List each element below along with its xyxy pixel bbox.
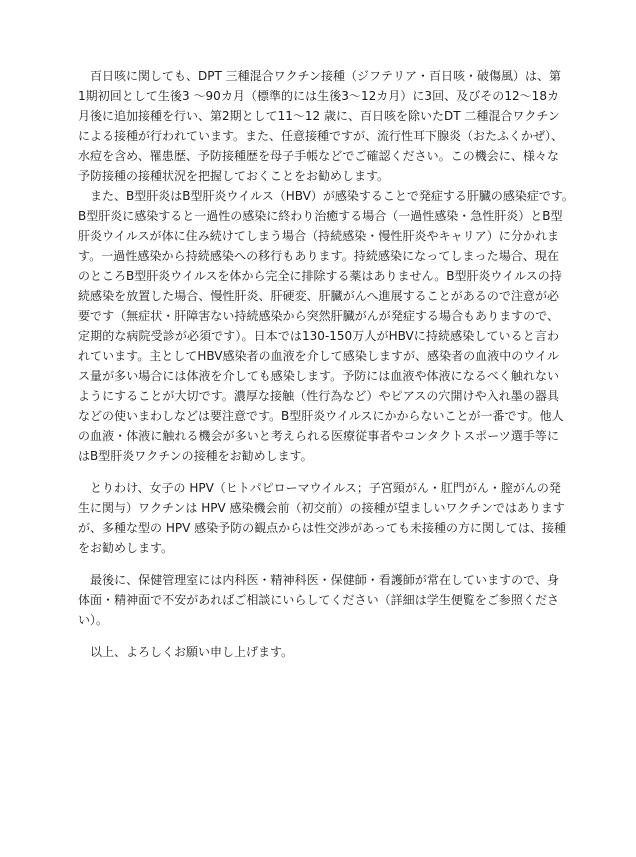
text-line: 生に関与）ワクチンは HPV 感染機会前（初交前）の接種が望ましいワクチンではあります	[78, 501, 565, 515]
text-line: 続感染を放置した場合、慢性肝炎、肝硬変、肝臓がんへ進展することがあるので注意が必	[78, 289, 559, 303]
paragraph-health-office	[78, 570, 559, 630]
paragraph-hpv-vaccine	[78, 478, 566, 558]
text-line: はB型肝炎ワクチンの接種をお勧めします。	[78, 449, 313, 463]
document-body	[78, 66, 574, 662]
text-line: れています。主としてHBV感染者の血液を介して感染しますが、感染者の血液中のウイル	[78, 349, 559, 363]
text-line: す。一過性感染から持続感染への移行もあります。持続感染になってしまった場合、現在	[78, 249, 559, 263]
text-line: B型肝炎に感染すると一過性の感染に終わり治癒する場合（一過性感染・急性肝炎）とB型	[78, 209, 563, 223]
text-line: などの使いまわしなどは要注意です。B型肝炎ウイルスにかからないことが一番です。他人	[78, 409, 564, 423]
text-line: の血液・体液に触れる機会が多いと考えられる医療従事者やコンタクトスポーツ選手等に	[78, 429, 559, 443]
text-line: とりわけ、女子の HPV（ヒトパピローマウイルス；子宮頸がん・肛門がん・膣がんの発	[78, 481, 561, 495]
text-line: 要です（無症状・肝障害ない持続感染から突然肝臓がんが発症する場合もありますので、	[78, 309, 559, 323]
text-line: 体面・精神面で不安があればご相談にいらしてください（詳細は学生便覧をご参照くださ	[78, 593, 559, 607]
text-line: 月後に追加接種を行い、第2期として11～12 歳に、百日咳を除いたDT 二種混合ワクチン	[78, 109, 560, 123]
text-line: い）。	[78, 613, 109, 627]
text-line: 水痘を含め、罹患歴、予防接種歴を母子手帳などでご確認ください。この機会に、様々な	[78, 149, 559, 163]
text-line: 1期初回として生後3 ～90カ月（標準的には生後3～12カ月）に3回、及びその12～18カ	[78, 89, 559, 103]
text-line: 最後に、保健管理室には内科医・精神科医・保健師・看護師が常在していますので、身	[78, 573, 559, 587]
text-line: 以上、よろしくお願い申し上げます。	[78, 645, 294, 659]
text-line: ようにすることが大切です。濃厚な接触（性行為など）やピアスの穴開けや入れ墨の器具	[78, 389, 559, 403]
paragraph-dpt-vaccination	[78, 66, 564, 186]
text-line: のところB型肝炎ウイルスを体から完全に排除する薬はありません。B型肝炎ウイルスの持	[78, 269, 562, 283]
text-line: 百日咳に関しても、DPT 三種混合ワクチン接種（ジフテリア・百日咳・破傷風）は、第	[78, 69, 562, 83]
paragraph-closing	[78, 642, 559, 662]
text-line: また、B型肝炎はB型肝炎ウイルス（HBV）が感染することで発症する肝臓の感染症です。	[78, 189, 574, 203]
text-line: 定期的な病院受診が必須です）。日本では130-150万人がHBVに持続感染していると言わ	[78, 329, 559, 343]
text-line: ス量が多い場合には体液を介しても感染します。予防には血液や体液になるべく触れない	[78, 369, 559, 383]
paragraph-hepatitis-b	[78, 186, 574, 466]
text-line: 予防接種の接種状況を把握しておくことをお勧めします。	[78, 169, 390, 183]
text-line: による接種が行われています。また、任意接種ですが、流行性耳下腺炎（おたふくかぜ）、	[78, 129, 564, 143]
text-line: をお勧めします。	[78, 541, 174, 555]
text-line: 肝炎ウイルスが体に住み続けてしまう場合（持続感染・慢性肝炎やキャリア）に分かれま	[78, 229, 559, 243]
text-line: が、多種な型の HPV 感染予防の観点からは性交渉があっても未接種の方に関しては、接種	[78, 521, 566, 535]
